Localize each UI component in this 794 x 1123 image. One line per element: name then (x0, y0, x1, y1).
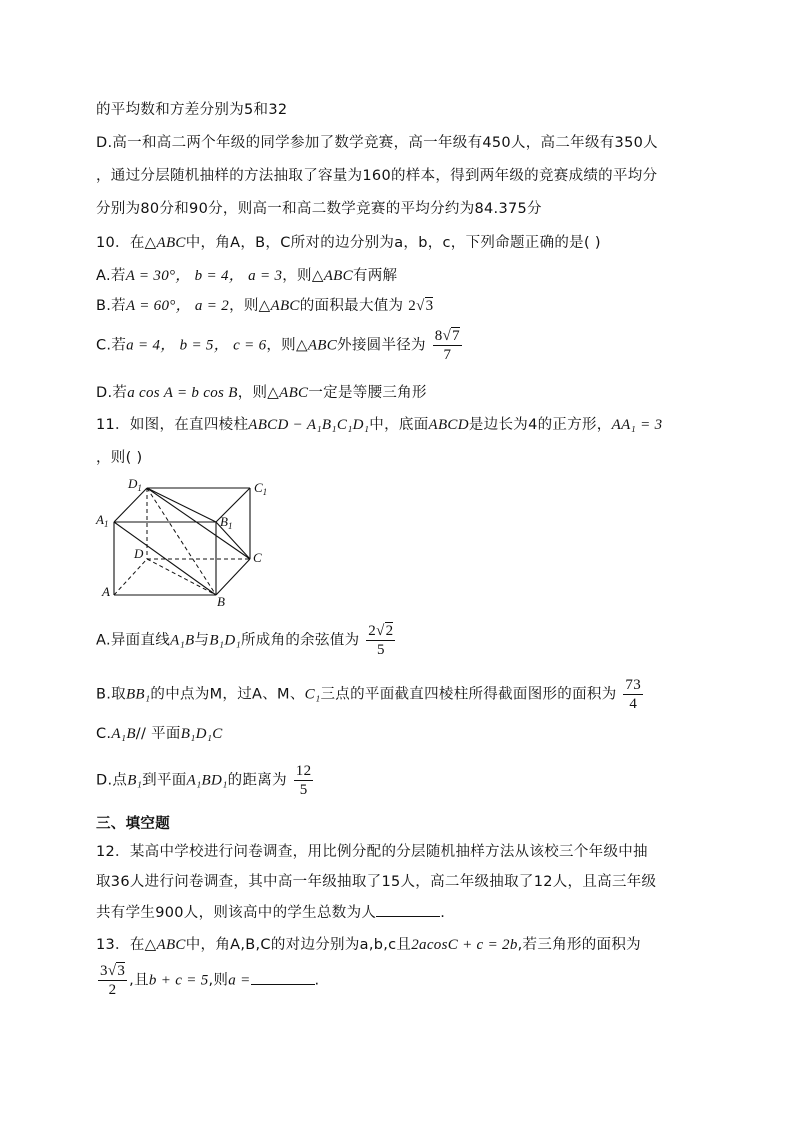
q13-answer-blank[interactable] (251, 970, 315, 985)
q12-answer-blank[interactable] (376, 902, 440, 917)
q12-line2: 取36人进行问卷调查，其中高一年级抽取了15人，高二年级抽取了12人，且高三年级 (96, 874, 657, 890)
q11-stem-end: ，则( ) (96, 450, 143, 466)
q11-a-fraction: $\frac{2√2}{5}$ (368, 623, 394, 658)
q11-stem: 11．如图，在直四棱柱ABCD − A₁B₁C₁D₁中，底面ABCD是边长为4的正方形，AA₁ = 3 (96, 417, 663, 433)
section-title: 三、填空题 (96, 816, 170, 832)
q11-b-fraction: $\frac{73}{4}$ (625, 677, 642, 712)
label-d: D (134, 546, 144, 561)
q11-option-d: D.点B₁到平面A₁BD₁的距离为 $\frac{12}{5}$ (96, 763, 312, 798)
q10-option-b: B.若A = 60°， a = 2，则△ABC的面积最大值为 2√3 (96, 298, 434, 314)
prism-figure (92, 474, 282, 610)
edge-bc (216, 559, 250, 595)
edge-d1b (147, 488, 216, 595)
label-c: C (253, 550, 262, 565)
q10-option-c: C.若a = 4， b = 5， c = 6，则△ABC外接圆半径为 $\frac{8√7}{7}$ (96, 328, 460, 363)
q10-c-fraction: $\frac{8√7}{7}$ (434, 328, 460, 363)
q13-stem: 13．在△ABC中，角A,B,C的对边分别为a,b,c且2acosC + c = 2b,若三角形的面积为 (96, 937, 641, 953)
q13-line2: $\frac{3√3}{2}$ ,且b + c = 5,则a = . (100, 963, 320, 998)
label-a1: $A_1$ (96, 512, 109, 529)
q10-option-d: D.若a cos A = b cos B，则△ABC一定是等腰三角形 (96, 385, 427, 401)
label-d1: $D_1$ (128, 476, 142, 493)
q12-line3: 共有学生900人，则该高中的学生总数为人 . (96, 901, 445, 922)
q9-option-d-line1: D.高一和高二两个年级的同学参加了数学竞赛，高一年级有450人，高二年级有350人 (96, 135, 658, 151)
edge-d1b1 (147, 488, 216, 522)
q11-option-b: B.取BB₁的中点为M，过A、M、C₁三点的平面截直四棱柱所得截面图形的面积为 $\frac{73}{4}$ (96, 677, 642, 712)
edge-a1d1 (114, 488, 147, 522)
label-b1: $B_1$ (220, 514, 233, 531)
q12-line1: 12．某高中学校进行问卷调查，用比例分配的分层随机抽样方法从该校三个年级中抽 (96, 844, 648, 860)
q9-tail: 的平均数和方差分别为5和32 (96, 102, 288, 118)
q11-option-a: A.异面直线A₁B与B₁D₁所成角的余弦值为 $\frac{2√2}{5}$ (96, 623, 394, 658)
label-c1: $C_1$ (254, 480, 268, 497)
q13-area-fraction: $\frac{3√3}{2}$ (100, 963, 126, 998)
q11-option-c: C.A₁B// 平面B₁D₁C (96, 726, 223, 742)
q10-option-a: A.若A = 30°， b = 4， a = 3，则△ABC有两解 (96, 268, 398, 284)
q10-b-value: 2√3 (408, 298, 434, 314)
label-b: B (217, 594, 225, 609)
edge-d1c (147, 488, 250, 559)
edge-ad (114, 559, 147, 595)
q11-d-fraction: $\frac{12}{5}$ (295, 763, 312, 798)
q10-stem: 10．在△ABC中，角A，B，C所对的边分别为a，b，c，下列命题正确的是( ) (96, 235, 601, 251)
q9-option-d-line3: 分别为80分和90分，则高一和高二数学竞赛的平均分约为84.375分 (96, 201, 542, 217)
edge-db (147, 559, 216, 595)
q9-option-d-line2: ，通过分层随机抽样的方法抽取了容量为160的样本，得到两年级的竞赛成绩的平均分 (96, 168, 658, 184)
label-a: A (102, 584, 110, 599)
